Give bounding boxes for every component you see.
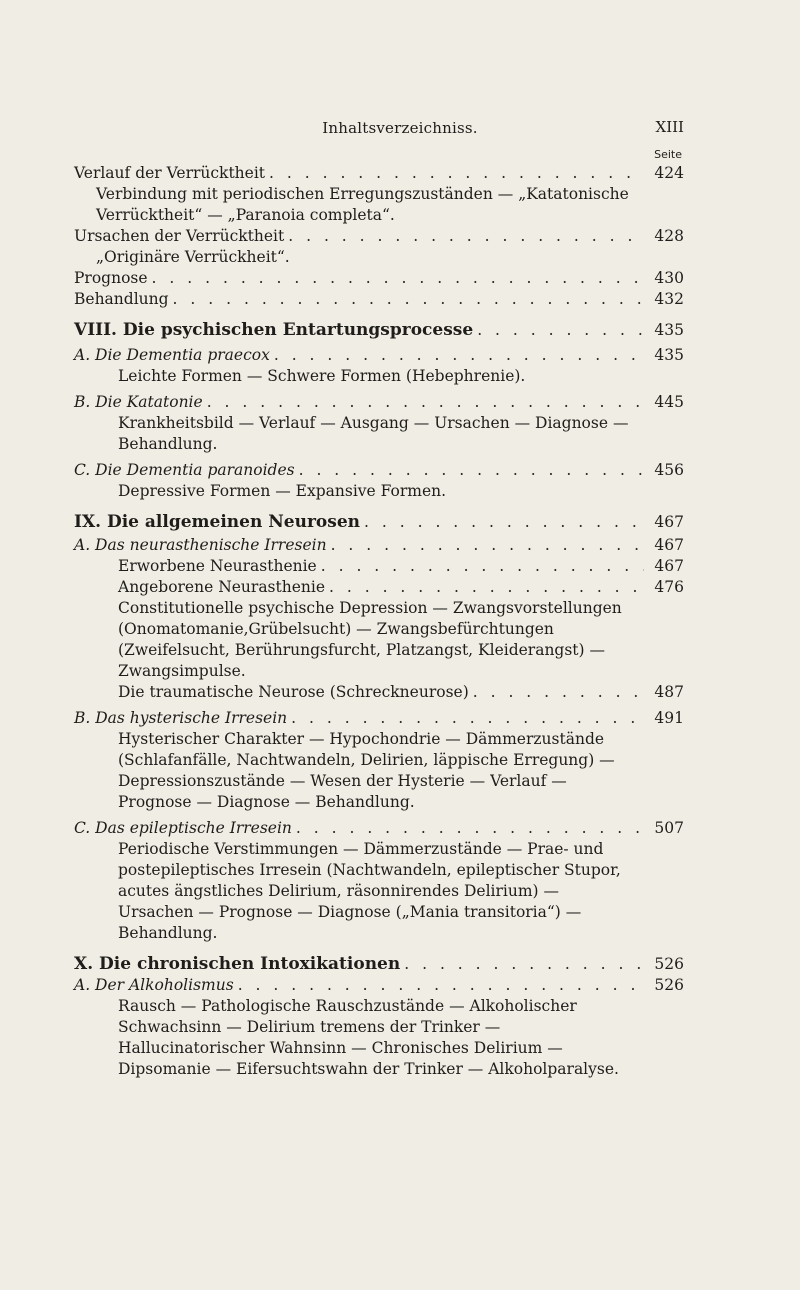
toc-subsection xyxy=(74,392,684,413)
toc-entry-page: 476 xyxy=(654,578,684,596)
toc-entry-page: 507 xyxy=(654,819,684,837)
leader-dots xyxy=(364,512,644,533)
toc-description: Rausch — Pathologische Rauschzustände — Alkoholischer Schwachsinn — Delirium tremens der Trinker — Hallucinatorischer Wahnsinn — Chronisches Delirium — Dipsomanie — Eifersuchtswahn der Trinker — Alkoholparalyse. xyxy=(118,997,619,1078)
toc-entry-page: 424 xyxy=(654,164,684,182)
toc-entry-title: Prognose xyxy=(74,269,148,287)
toc-subsection-title: A. Der Alkoholismus xyxy=(74,976,234,994)
toc-subsection-title: B. Das hysterische Irresein xyxy=(74,709,288,727)
toc-subsection-title: B. Die Katatonie xyxy=(74,393,203,411)
leader-dots xyxy=(238,975,644,996)
toc-entry-title: Erworbene Neurasthenie xyxy=(118,557,317,575)
toc-entry-title: Verlauf der Verrücktheit xyxy=(74,164,266,182)
toc-entry xyxy=(74,289,684,310)
toc-description: Leichte Formen — Schwere Formen (Hebephrenie). xyxy=(118,367,526,385)
toc-subsection xyxy=(74,345,684,366)
toc-entry-title: Ursachen der Verrücktheit xyxy=(74,227,285,245)
toc-entry-page: 467 xyxy=(654,513,684,531)
running-head-title: Inhaltsverzeichniss. xyxy=(322,119,478,137)
toc-description: Krankheitsbild — Verlauf — Ausgang — Ursachen — Diagnose — Behandlung. xyxy=(118,414,629,453)
running-head-page-number: XIII xyxy=(655,118,684,136)
toc-entry-page: 467 xyxy=(654,557,684,575)
toc-entry xyxy=(74,682,684,703)
leader-dots xyxy=(329,577,644,598)
leader-dots xyxy=(321,556,644,577)
toc-entry-page: 487 xyxy=(654,683,684,701)
toc-entry-page: 435 xyxy=(654,346,684,364)
leader-dots xyxy=(473,682,644,703)
toc-entry-page: 430 xyxy=(654,269,684,287)
toc-subsection xyxy=(74,818,684,839)
toc-subsection xyxy=(74,708,684,729)
toc-subsection xyxy=(74,535,684,556)
toc-entry-page: 428 xyxy=(654,227,684,245)
leader-dots xyxy=(274,345,644,366)
leader-dots xyxy=(477,320,644,341)
leader-dots xyxy=(291,708,644,729)
toc-subsection xyxy=(74,975,684,996)
toc-entry xyxy=(74,556,684,577)
leader-dots xyxy=(173,289,644,310)
toc-subsection xyxy=(74,460,684,481)
toc-subsection-title: C. Das epileptische Irresein xyxy=(74,819,292,837)
leader-dots xyxy=(331,535,644,556)
toc-entry xyxy=(74,268,684,289)
toc-section xyxy=(74,954,684,975)
toc-description: Constitutionelle psychische Depression — Zwangsvorstellungen (Onomatomanie,Grübelsucht) — Zwangsbefürchtungen (Zweifelsucht, Berührungsfurcht, Platzangst, Kleiderangst) — Zwangsimpulse. xyxy=(118,599,622,680)
toc-entry-page: 491 xyxy=(654,709,684,727)
toc-entry-page: 526 xyxy=(654,955,684,973)
toc-section-title: IX. Die allgemeinen Neurosen xyxy=(74,512,361,532)
leader-dots xyxy=(299,460,644,481)
toc-section-title: X. Die chronischen Intoxikationen xyxy=(74,954,401,974)
toc-entry-page: 432 xyxy=(654,290,684,308)
leader-dots xyxy=(207,392,644,413)
toc-entry-page: 445 xyxy=(654,393,684,411)
toc-section-title: VIII. Die psychischen Entartungsprocesse xyxy=(74,320,474,340)
leader-dots xyxy=(152,268,644,289)
toc-entry-page: 456 xyxy=(654,461,684,479)
toc-entry-title: Die traumatische Neurose (Schreckneurose) xyxy=(118,683,469,701)
toc-section xyxy=(74,320,684,341)
toc-entry xyxy=(74,163,684,184)
toc-subsection-title: A. Das neurasthenische Irresein xyxy=(74,536,327,554)
leader-dots xyxy=(288,226,644,247)
leader-dots xyxy=(296,818,644,839)
toc-subsection-title: A. Die Dementia praecox xyxy=(74,346,270,364)
toc-section xyxy=(74,512,684,533)
toc-entry xyxy=(74,577,684,598)
toc-entry-page: 467 xyxy=(654,536,684,554)
toc-entry-page: 435 xyxy=(654,321,684,339)
toc-entry-title: Angeborene Neurasthenie xyxy=(118,578,326,596)
toc-entry xyxy=(74,226,684,247)
leader-dots xyxy=(269,163,644,184)
toc-description: „Originäre Verrückheit“. xyxy=(96,248,290,266)
toc-entry-title: Behandlung xyxy=(74,290,169,308)
toc-description: Hysterischer Charakter — Hypochondrie — Dämmerzustände (Schlafanfälle, Nachtwandeln, Delirien, läppische Erregung) — Depressionszustände — Wesen der Hysterie — Verlauf — Prognose — Diagnose — Behandlung. xyxy=(118,730,615,811)
toc-description: Depressive Formen — Expansive Formen. xyxy=(118,482,447,500)
toc-subsection-title: C. Die Dementia paranoides xyxy=(74,461,295,479)
table-of-contents xyxy=(74,163,684,1080)
leader-dots xyxy=(404,954,644,975)
toc-description: Verbindung mit periodischen Erregungszuständen — „Katatonische Verrücktheit“ — „Paranoia completa“. xyxy=(96,185,629,224)
page-column-label: Seite xyxy=(654,148,682,161)
toc-entry-page: 526 xyxy=(654,976,684,994)
toc-description: Periodische Verstimmungen — Dämmerzustände — Prae- und postepileptisches Irresein (Nachtwandeln, epileptischer Stupor, acutes ängstliches Delirium, räsonnirendes Delirium) — Ursachen — Prognose — Diagnose („Mania transitoria“) — Behandlung. xyxy=(118,840,621,942)
